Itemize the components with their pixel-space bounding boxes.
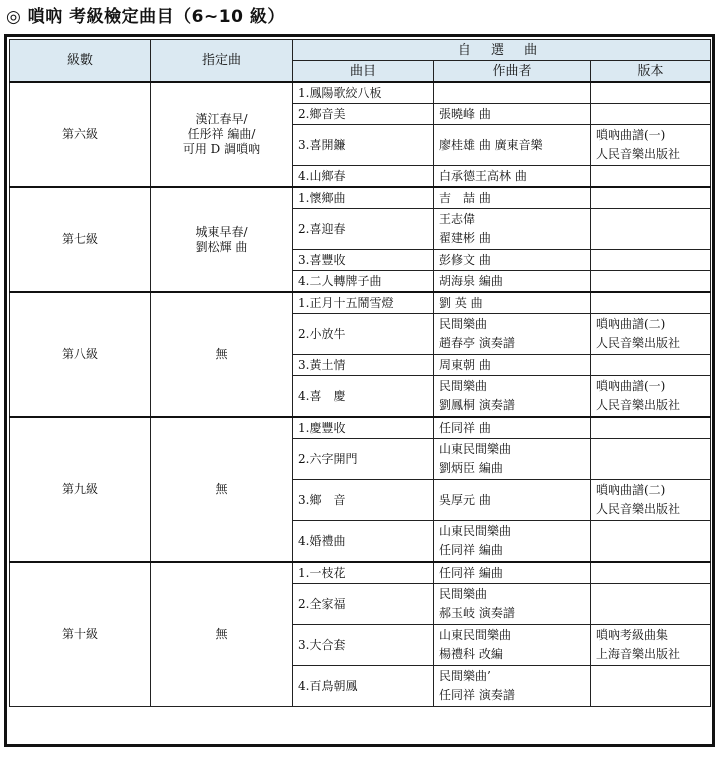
level-cell: 第九級 <box>10 417 151 562</box>
composer-cell <box>434 314 591 355</box>
level-group <box>10 417 711 562</box>
piece-title-cell: 1.慶豐收 <box>293 417 434 439</box>
composer-line: 王志偉 <box>439 212 476 226</box>
edition-line: 嗩吶曲譜(二) <box>596 483 666 497</box>
level-cell: 第十級 <box>10 562 151 707</box>
composer-line: 任同祥 曲 <box>439 420 491 435</box>
composer-cell <box>434 521 591 563</box>
edition-cell <box>591 417 711 439</box>
header-designated: 指定曲 <box>151 40 293 83</box>
table-row <box>10 187 711 209</box>
composer-cell <box>434 439 591 480</box>
composer-line: 任同祥 編曲 <box>439 543 503 557</box>
edition-cell <box>591 439 711 480</box>
header-piece: 曲目 <box>293 61 434 83</box>
designated-piece-cell <box>151 562 293 707</box>
piece-title-cell: 4.山鄉春 <box>293 166 434 188</box>
composer-line: 彭修文 曲 <box>439 252 491 267</box>
edition-cell <box>591 625 711 666</box>
edition-cell <box>591 104 711 125</box>
designated-line: 劉松輝 曲 <box>195 239 248 254</box>
composer-cell <box>434 562 591 584</box>
composer-line: 劉鳳桐 演奏譜 <box>439 398 515 412</box>
edition-cell <box>591 480 711 521</box>
designated-piece-cell <box>151 417 293 562</box>
edition-cell <box>591 166 711 188</box>
composer-cell <box>434 666 591 707</box>
composer-cell <box>434 187 591 209</box>
piece-title-cell: 4.婚禮曲 <box>293 521 434 563</box>
composer-line: 郝玉岐 演奏譜 <box>439 606 515 620</box>
composer-cell <box>434 82 591 104</box>
composer-line: 翟建彬 曲 <box>439 231 491 245</box>
piece-title-cell: 3.喜豐收 <box>293 250 434 271</box>
composer-cell <box>434 250 591 271</box>
designated-line: 漢江春早/ <box>195 112 248 126</box>
composer-line: 山東民間樂曲 <box>439 524 512 538</box>
composer-line: 張曉峰 曲 <box>439 106 491 121</box>
composer-cell <box>434 104 591 125</box>
edition-cell <box>591 292 711 314</box>
header-composer: 作曲者 <box>434 61 591 83</box>
level-cell: 第七級 <box>10 187 151 292</box>
piece-title-cell: 2.全家福 <box>293 584 434 625</box>
composer-cell <box>434 480 591 521</box>
composer-cell <box>434 355 591 376</box>
designated-line: 無 <box>215 627 228 641</box>
level-group <box>10 82 711 187</box>
piece-title-cell: 1.正月十五鬧雪燈 <box>293 292 434 314</box>
composer-cell <box>434 271 591 293</box>
table-row <box>10 562 711 584</box>
designated-piece-cell <box>151 82 293 187</box>
edition-line: 嗩吶曲譜(二) <box>596 317 666 331</box>
table-row <box>10 292 711 314</box>
edition-cell <box>591 314 711 355</box>
piece-title-cell: 4.百鳥朝鳳 <box>293 666 434 707</box>
piece-title-cell: 2.六字開門 <box>293 439 434 480</box>
composer-line: 劉炳臣 編曲 <box>439 461 503 475</box>
composer-cell <box>434 292 591 314</box>
piece-title-cell: 3.大合套 <box>293 625 434 666</box>
composer-line: 周東朝 曲 <box>439 357 491 372</box>
level-cell: 第八級 <box>10 292 151 417</box>
piece-title-cell: 3.黃土情 <box>293 355 434 376</box>
edition-cell <box>591 355 711 376</box>
piece-title-cell: 1.鳳陽歌絞八板 <box>293 82 434 104</box>
edition-cell <box>591 584 711 625</box>
edition-cell <box>591 271 711 293</box>
composer-line: 任同祥 演奏譜 <box>439 688 515 702</box>
edition-cell <box>591 82 711 104</box>
piece-title-cell: 4.二人轉牌子曲 <box>293 271 434 293</box>
piece-title-cell: 1.一枝花 <box>293 562 434 584</box>
header-edition: 版本 <box>591 61 711 83</box>
edition-line: 嗩吶考級曲集 <box>596 628 669 642</box>
edition-cell <box>591 187 711 209</box>
designated-line: 任彤祥 編曲/ <box>187 127 256 141</box>
composer-cell <box>434 125 591 166</box>
table-row <box>10 417 711 439</box>
header-level: 級數 <box>10 40 151 83</box>
composer-cell <box>434 625 591 666</box>
edition-line: 人民音樂出版社 <box>596 502 681 516</box>
level-group <box>10 562 711 707</box>
composer-line: 民間樂曲 <box>439 379 488 393</box>
composer-cell <box>434 209 591 250</box>
level-group <box>10 187 711 292</box>
designated-line: 可用 D 調嗩吶 <box>182 142 261 156</box>
composer-line: 山東民間樂曲 <box>439 442 512 456</box>
composer-line: 民間樂曲 <box>439 317 488 331</box>
level-cell: 第六級 <box>10 82 151 187</box>
composer-line: 楊禮科 改編 <box>439 647 503 661</box>
piece-title-cell: 3.喜開鐮 <box>293 125 434 166</box>
composer-line: 廖桂雄 曲 廣東音樂 <box>439 137 543 152</box>
composer-line: 趙春亭 演奏譜 <box>439 336 515 350</box>
piece-title-cell: 3.鄉 音 <box>293 480 434 521</box>
designated-piece-cell <box>151 292 293 417</box>
edition-cell <box>591 666 711 707</box>
table-row <box>10 82 711 104</box>
edition-cell <box>591 376 711 418</box>
edition-line: 上海音樂出版社 <box>596 647 681 661</box>
page-title: ◎ 嗩吶 考級檢定曲目（6~10 級） <box>6 7 285 27</box>
piece-title-cell: 1.懷鄉曲 <box>293 187 434 209</box>
edition-line: 人民音樂出版社 <box>596 336 681 350</box>
edition-cell <box>591 250 711 271</box>
piece-title-cell: 2.喜迎春 <box>293 209 434 250</box>
repertoire-table <box>9 39 711 707</box>
edition-line: 嗩吶曲譜(一) <box>596 379 666 393</box>
composer-line: 民間樂曲 <box>439 587 488 601</box>
composer-line: 胡海泉 編曲 <box>439 273 503 288</box>
composer-cell <box>434 376 591 418</box>
composer-line: 山東民間樂曲 <box>439 628 512 642</box>
table-header <box>10 40 711 83</box>
level-group <box>10 292 711 417</box>
designated-line: 無 <box>215 347 228 361</box>
designated-line: 無 <box>215 482 228 496</box>
composer-line: 任同祥 編曲 <box>439 565 503 580</box>
composer-cell <box>434 584 591 625</box>
piece-title-cell: 2.鄉音美 <box>293 104 434 125</box>
composer-line: 白承德王高林 曲 <box>439 168 527 183</box>
composer-line: 民間樂曲’ <box>439 669 491 683</box>
edition-line: 嗩吶曲譜(一) <box>596 128 666 142</box>
edition-cell <box>591 562 711 584</box>
edition-cell <box>591 521 711 563</box>
edition-cell <box>591 125 711 166</box>
header-self-selected: 自 選 曲 <box>293 40 711 61</box>
piece-title-cell: 2.小放牛 <box>293 314 434 355</box>
composer-line: 吳厚元 曲 <box>439 492 491 507</box>
designated-piece-cell <box>151 187 293 292</box>
composer-line: 劉 英 曲 <box>439 295 483 310</box>
edition-line: 人民音樂出版社 <box>596 147 681 161</box>
piece-title-cell: 4.喜 慶 <box>293 376 434 418</box>
composer-line: 吉 喆 曲 <box>439 190 491 205</box>
edition-cell <box>591 209 711 250</box>
designated-line: 城東早春/ <box>195 224 248 239</box>
repertoire-table-frame <box>4 34 715 747</box>
composer-cell <box>434 166 591 188</box>
edition-line: 人民音樂出版社 <box>596 398 681 412</box>
composer-cell <box>434 417 591 439</box>
